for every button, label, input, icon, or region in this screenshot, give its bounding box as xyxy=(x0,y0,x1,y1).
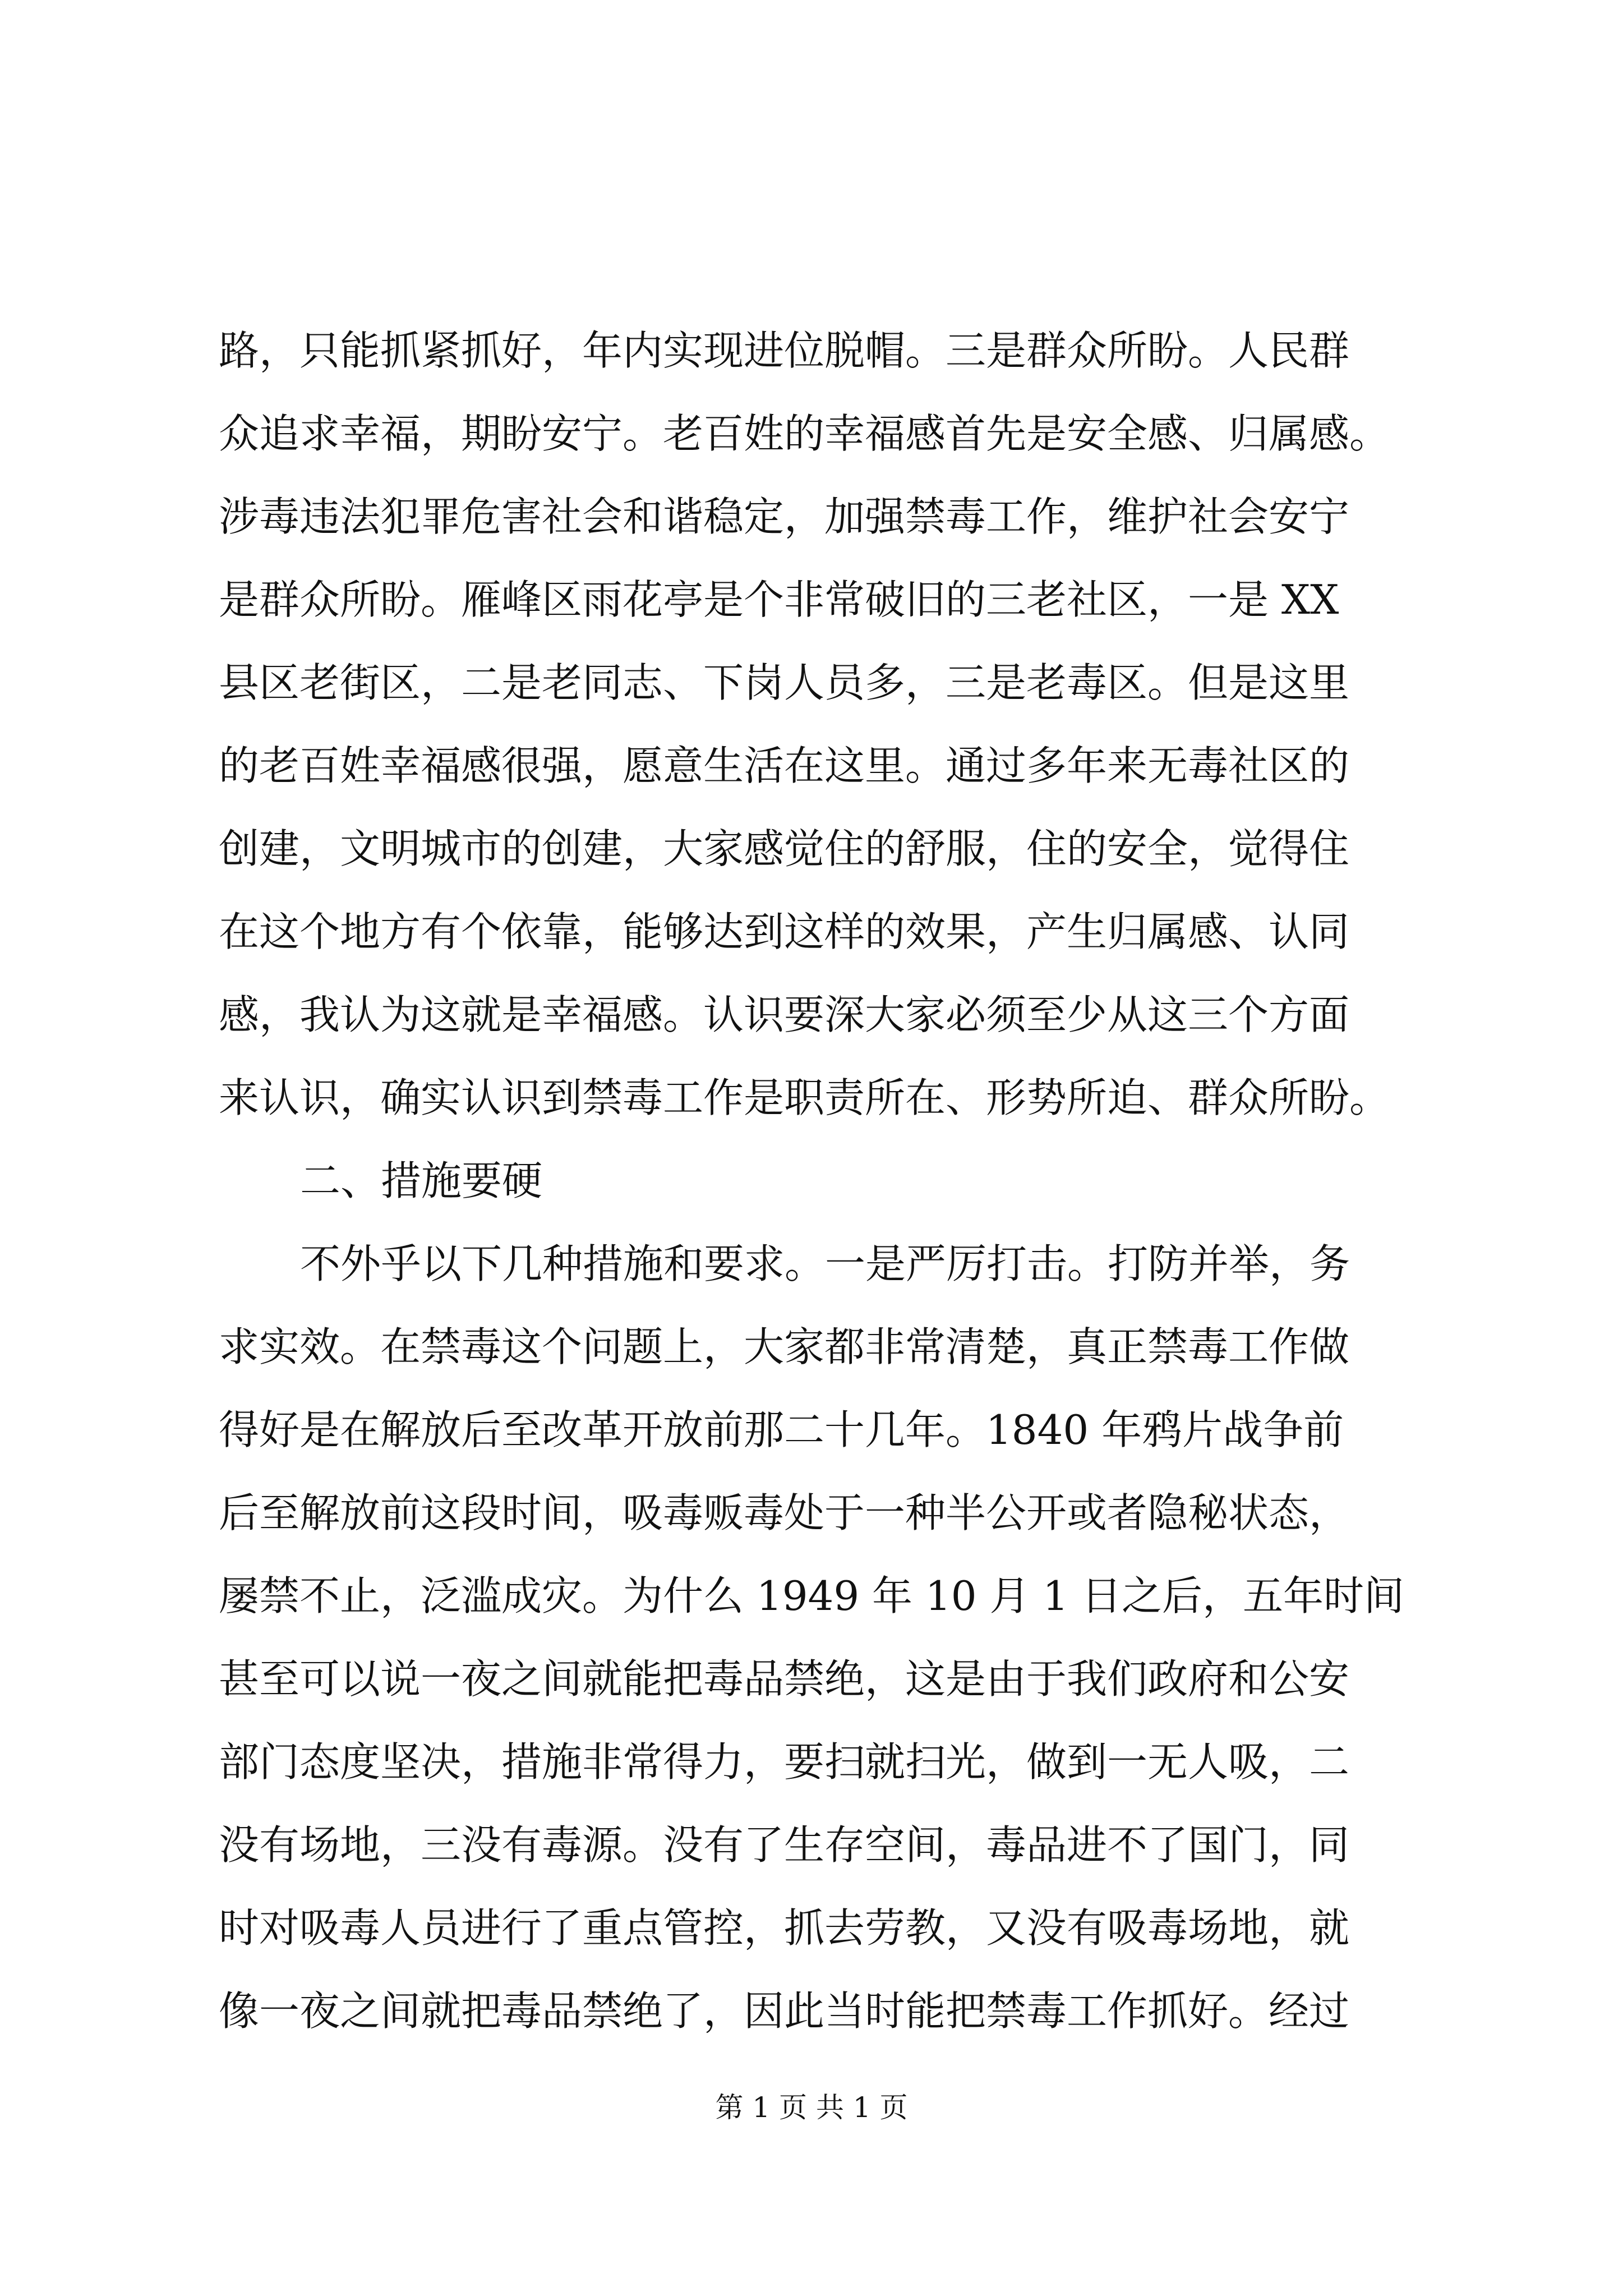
body-line: 涉毒违法犯罪危害社会和谐稳定，加强禁毒工作，维护社会安宁 xyxy=(219,493,1350,540)
page-footer: 第 1 页 共 1 页 xyxy=(715,2091,908,2124)
body-line: 像一夜之间就把毒品禁绝了，因此当时能把禁毒工作抓好。经过 xyxy=(219,1987,1350,2035)
body-line: 时对吸毒人员进行了重点管控，抓去劳教，又没有吸毒场地，就 xyxy=(219,1904,1350,1952)
body-line: 是群众所盼。雁峰区雨花亭是个非常破旧的三老社区，一是 XX xyxy=(219,576,1339,623)
body-line: 得好是在解放后至改革开放前那二十几年。1840 年鸦片战争前 xyxy=(219,1406,1344,1453)
body-line: 创建，文明城市的创建，大家感觉住的舒服，住的安全，觉得住 xyxy=(219,825,1350,872)
body-line: 县区老街区，二是老同志、下岗人员多，三是老毒区。但是这里 xyxy=(219,659,1350,706)
body-line: 在这个地方有个依靠，能够达到这样的效果，产生归属感、认同 xyxy=(219,908,1350,955)
body-line: 部门态度坚决，措施非常得力，要扫就扫光，做到一无人吸，二 xyxy=(219,1738,1350,1786)
body-line: 众追求幸福，期盼安宁。老百姓的幸福感首先是安全感、归属感。 xyxy=(219,410,1390,457)
paragraph-first-line: 不外乎以下几种措施和要求。一是严厉打击。打防并举，务 xyxy=(300,1240,1350,1287)
body-line: 来认识，确实认识到禁毒工作是职责所在、形势所迫、群众所盼。 xyxy=(219,1074,1390,1121)
body-line: 没有场地，三没有毒源。没有了生存空间，毒品进不了国门，同 xyxy=(219,1821,1350,1869)
body-line: 后至解放前这段时间，吸毒贩毒处于一种半公开或者隐秘状态， xyxy=(219,1489,1350,1536)
body-line: 感，我认为这就是幸福感。认识要深大家必须至少从这三个方面 xyxy=(219,991,1350,1038)
body-line: 路，只能抓紧抓好，年内实现进位脱帽。三是群众所盼。人民群 xyxy=(219,327,1350,374)
body-line: 求实效。在禁毒这个问题上，大家都非常清楚，真正禁毒工作做 xyxy=(219,1323,1350,1370)
body-line: 屡禁不止，泛滥成灾。为什么 1949 年 10 月 1 日之后，五年时间 xyxy=(219,1572,1404,1619)
body-line: 甚至可以说一夜之间就能把毒品禁绝，这是由于我们政府和公安 xyxy=(219,1655,1350,1703)
body-line: 的老百姓幸福感很强，愿意生活在这里。通过多年来无毒社区的 xyxy=(219,742,1350,789)
section-heading: 二、措施要硬 xyxy=(300,1157,543,1204)
